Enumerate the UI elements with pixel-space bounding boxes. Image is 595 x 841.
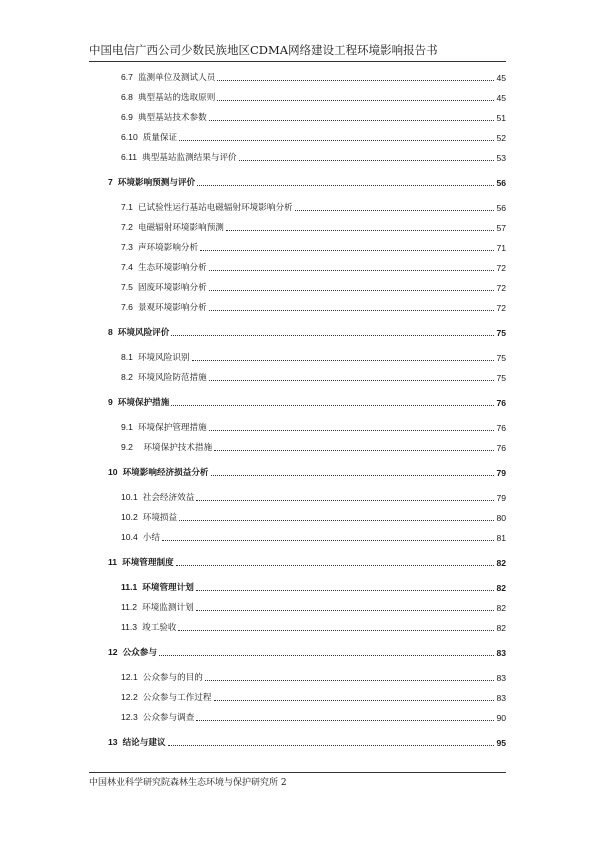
toc-label: [108, 397, 169, 409]
toc-number: 8: [108, 327, 113, 337]
toc-label: [121, 92, 215, 104]
toc-page-number: 53: [496, 153, 506, 163]
toc-leader-dots: [226, 230, 495, 231]
toc-entry[interactable]: [121, 530, 506, 544]
toc-label: [108, 177, 195, 189]
toc-label: [121, 262, 207, 274]
toc-number: 7.4: [121, 262, 133, 272]
toc-leader-dots: [192, 360, 495, 361]
toc-label: [121, 602, 194, 614]
toc-label: [121, 352, 190, 364]
toc-page-number: 83: [496, 673, 506, 683]
toc-title: 环境保护管理措施: [137, 423, 207, 433]
toc-entry[interactable]: [121, 420, 506, 434]
toc-leader-dots: [179, 520, 494, 521]
toc-page-number: 82: [496, 583, 506, 593]
toc-label: [108, 647, 157, 659]
toc-entry[interactable]: [121, 670, 506, 684]
toc-label: [121, 222, 224, 234]
toc-title: 环境保护技术措施: [137, 443, 213, 453]
toc-page-number: 80: [496, 513, 506, 523]
toc-number: 9.1: [121, 422, 133, 432]
toc-title: 结论与建议: [122, 738, 166, 748]
toc-title: 典型基站监测结果与评价: [142, 153, 237, 163]
toc-page-number: 83: [496, 693, 506, 703]
toc-leader-dots: [159, 655, 494, 656]
toc-leader-dots: [217, 80, 494, 81]
toc-chapter[interactable]: [108, 395, 506, 409]
toc-entry[interactable]: [121, 370, 506, 384]
toc-entry[interactable]: [121, 150, 506, 164]
toc-title: 环境风险评价: [117, 328, 170, 338]
toc-page-number: 72: [496, 303, 506, 313]
toc-leader-dots: [209, 120, 495, 121]
toc-leader-dots: [209, 290, 495, 291]
toc-chapter[interactable]: [108, 325, 506, 339]
toc-leader-dots: [171, 405, 494, 406]
toc-title: 声环境影响分析: [137, 243, 199, 253]
toc-label: [121, 712, 194, 724]
header-title: 中国电信广西公司少数民族地区CDMA网络建设工程环境影响报告书: [89, 43, 438, 57]
toc-label: [121, 112, 207, 124]
toc-entry[interactable]: [121, 220, 506, 234]
toc-label: [108, 737, 166, 749]
toc-leader-dots: [209, 430, 495, 431]
toc-number: 12.1: [121, 672, 138, 682]
toc-title: 环境影响经济损益分析: [122, 468, 209, 478]
toc-label: [121, 202, 293, 214]
toc-page-number: 76: [496, 398, 506, 408]
toc-title: 公众参与调查: [142, 713, 195, 723]
toc-number: 12: [108, 647, 118, 657]
toc-number: 7.3: [121, 242, 133, 252]
toc-number: 12.2: [121, 692, 138, 702]
toc-page-number: 56: [496, 203, 506, 213]
toc-number: 11.1: [121, 582, 138, 592]
toc-entry[interactable]: [121, 600, 506, 614]
toc-label: [108, 557, 174, 569]
toc-chapter[interactable]: [108, 645, 506, 659]
toc-number: 10.4: [121, 532, 138, 542]
toc-entry[interactable]: [121, 200, 506, 214]
toc-number: 8.1: [121, 352, 133, 362]
toc-entry[interactable]: [121, 620, 506, 634]
toc-page-number: 82: [496, 623, 506, 633]
toc-label: [121, 512, 177, 524]
toc-label: [121, 532, 160, 544]
toc-title: 小结: [142, 533, 160, 543]
toc-leader-dots: [295, 210, 495, 211]
toc-entry[interactable]: [121, 260, 506, 274]
toc-chapter[interactable]: [108, 735, 506, 749]
toc-chapter[interactable]: [108, 175, 506, 189]
toc-page-number: 76: [496, 443, 506, 453]
toc-number: 12.3: [121, 712, 138, 722]
toc-label: [121, 132, 177, 144]
toc-number: 11.2: [121, 602, 138, 612]
toc-title: 竣工验收: [142, 623, 177, 633]
toc-title: 质量保证: [142, 133, 178, 143]
toc-number: 10.2: [121, 512, 138, 522]
page-footer: [89, 772, 506, 789]
toc-number: 9.2: [121, 442, 133, 452]
toc-number: 6.11: [121, 152, 138, 162]
toc-entry[interactable]: [121, 90, 506, 104]
toc-page-number: 82: [496, 558, 506, 568]
toc-title: 环境保护措施: [117, 398, 170, 408]
toc-leader-dots: [209, 380, 495, 381]
toc-entry[interactable]: [121, 710, 506, 724]
toc-number: 9: [108, 397, 113, 407]
toc-leader-dots: [179, 140, 494, 141]
toc-label: [121, 582, 194, 594]
toc-page-number: 81: [496, 533, 506, 543]
toc-chapter[interactable]: [108, 465, 506, 479]
footer-text: 中国林业科学研究院森林生态环境与保护研究所 2: [89, 778, 287, 788]
toc-leader-dots: [162, 540, 495, 541]
toc-page-number: 51: [496, 113, 506, 123]
toc-label: [121, 442, 212, 454]
toc-label: [121, 492, 194, 504]
toc-leader-dots: [211, 475, 495, 476]
toc-number: 11.3: [121, 622, 138, 632]
toc-title: 环境损益: [142, 513, 178, 523]
toc-title: 已试验性运行基站电磁辐射环境影响分析: [137, 203, 293, 213]
toc-title: 电磁辐射环境影响预测: [137, 223, 224, 233]
toc-title: 公众参与的目的: [142, 673, 203, 683]
toc-leader-dots: [239, 160, 495, 161]
toc-page-number: 72: [496, 283, 506, 293]
toc-title: 环境监测计划: [142, 603, 194, 613]
toc-label: [121, 372, 207, 384]
toc-leader-dots: [176, 565, 495, 566]
toc-page-number: 56: [496, 178, 506, 188]
toc-title: 公众参与工作过程: [142, 693, 212, 703]
toc-number: 6.9: [121, 112, 133, 122]
toc-number: 6.8: [121, 92, 133, 102]
toc-entry[interactable]: [121, 130, 506, 144]
toc-title: 环境影响预测与评价: [117, 178, 196, 188]
toc-leader-dots: [205, 680, 495, 681]
toc-page-number: 90: [496, 713, 506, 723]
toc-entry[interactable]: [121, 490, 506, 504]
toc-title: 固废环境影响分析: [137, 283, 207, 293]
toc-page-number: 82: [496, 603, 506, 613]
toc-page-number: 75: [496, 373, 506, 383]
toc-number: 6.10: [121, 132, 138, 142]
toc-number: 10: [108, 467, 118, 477]
toc-label: [121, 622, 176, 634]
toc-number: 7.2: [121, 222, 133, 232]
toc-label: [121, 672, 203, 684]
toc-title: 环境管理计划: [142, 583, 194, 593]
toc-leader-dots: [209, 270, 495, 271]
toc-number: 8.2: [121, 372, 133, 382]
toc-number: 7.6: [121, 302, 133, 312]
toc-number: 7.5: [121, 282, 133, 292]
toc-entry[interactable]: [121, 440, 506, 454]
toc-leader-dots: [196, 500, 494, 501]
toc-page-number: 95: [496, 738, 506, 748]
toc-leader-dots: [196, 610, 495, 611]
toc-label: [108, 467, 209, 479]
toc-leader-dots: [171, 335, 494, 336]
toc-chapter[interactable]: [108, 555, 506, 569]
toc-entry[interactable]: [121, 300, 506, 314]
toc-label: [121, 242, 198, 254]
toc-entry[interactable]: [121, 110, 506, 124]
toc-page-number: 52: [496, 133, 506, 143]
toc-entry[interactable]: [121, 240, 506, 254]
toc-label: [121, 152, 237, 164]
toc-leader-dots: [214, 700, 495, 701]
toc-page-number: 79: [496, 468, 506, 478]
toc-entry[interactable]: [121, 690, 506, 704]
toc-leader-dots: [197, 185, 494, 186]
toc-number: 7.1: [121, 202, 133, 212]
toc-page-number: 45: [496, 93, 506, 103]
toc-title: 典型基站的选取原则: [137, 93, 216, 103]
toc-page-number: 75: [496, 353, 506, 363]
toc-entry[interactable]: [121, 70, 506, 84]
toc-title: 环境管理制度: [122, 558, 174, 568]
toc-leader-dots: [200, 250, 494, 251]
toc-page-number: 83: [496, 648, 506, 658]
toc-page-number: 71: [496, 243, 506, 253]
toc-number: 13: [108, 737, 118, 747]
toc-number: 7: [108, 177, 113, 187]
toc-page-number: 72: [496, 263, 506, 273]
toc-page-number: 57: [496, 223, 506, 233]
toc-title: 监测单位及测试人员: [137, 73, 216, 83]
toc-label: [121, 282, 207, 294]
toc-entry[interactable]: [121, 280, 506, 294]
toc-label: [121, 692, 212, 704]
toc-title: 典型基站技术参数: [137, 113, 207, 123]
toc-number: 6.7: [121, 72, 133, 82]
toc-entry[interactable]: [121, 510, 506, 524]
toc-number: 10.1: [121, 492, 138, 502]
toc-label: [108, 327, 169, 339]
toc-label: [121, 72, 215, 84]
toc-leader-dots: [214, 450, 494, 451]
toc-page-number: 75: [496, 328, 506, 338]
toc-title: 环境风险防范措施: [137, 373, 207, 383]
toc-leader-dots: [209, 310, 495, 311]
toc-title: 生态环境影响分析: [137, 263, 207, 273]
toc-page-number: 79: [496, 493, 506, 503]
toc-leader-dots: [217, 100, 494, 101]
toc-title: 社会经济效益: [142, 493, 195, 503]
toc-label: [121, 422, 207, 434]
toc-leader-dots: [168, 745, 495, 746]
toc-label: [121, 302, 207, 314]
toc-leader-dots: [196, 590, 495, 591]
toc-leader-dots: [178, 630, 494, 631]
toc-number: 11: [108, 557, 118, 567]
toc-page-number: 76: [496, 423, 506, 433]
toc-title: 环境风险识别: [137, 353, 190, 363]
toc-leader-dots: [196, 720, 494, 721]
toc-title: 景观环境影响分析: [137, 303, 207, 313]
toc-title: 公众参与: [122, 648, 157, 658]
toc-entry[interactable]: [121, 580, 506, 594]
toc-entry[interactable]: [121, 350, 506, 364]
toc-page-number: 45: [496, 73, 506, 83]
